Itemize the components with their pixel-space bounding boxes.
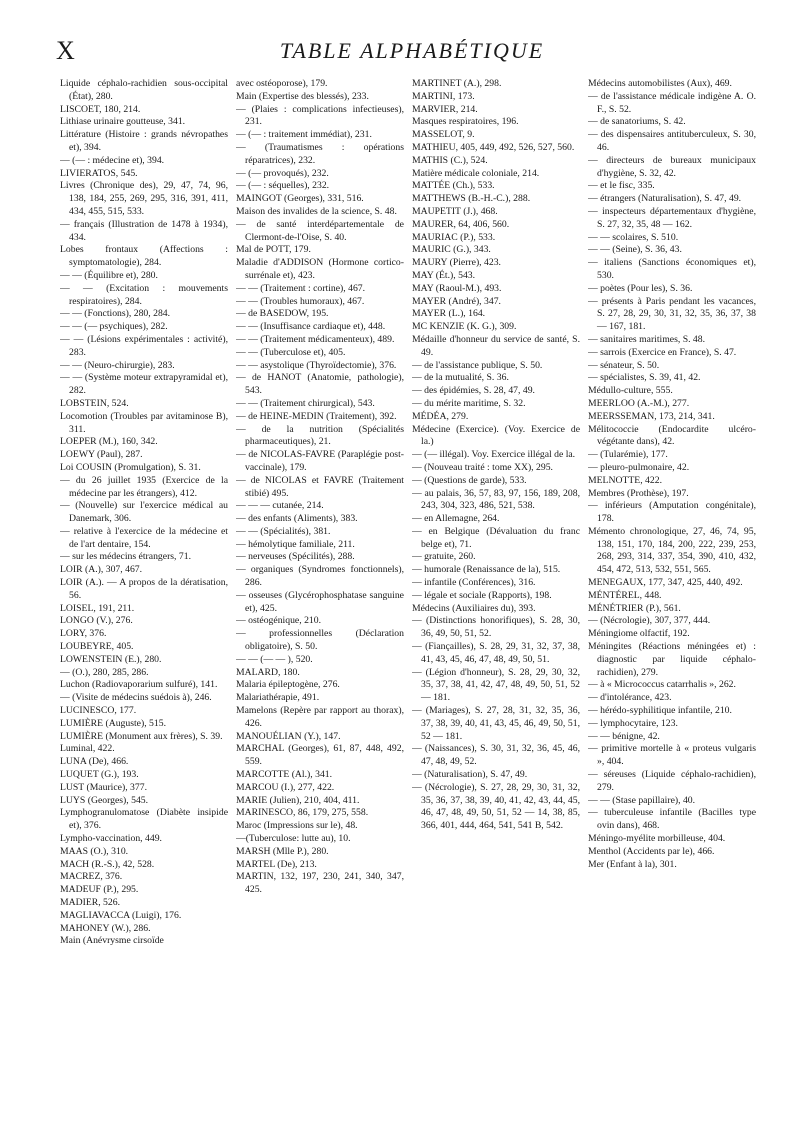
index-entry: — (— : séquelles), 232. — [236, 180, 330, 192]
index-entry: MARSH (Mlle P.), 280. — [236, 845, 329, 857]
index-entry: MAAS (O.), 310. — [60, 845, 129, 857]
index-entry: — — (Troubles humoraux), 467. — [236, 295, 365, 307]
index-entry: LUST (Maurice), 377. — [60, 781, 147, 793]
index-entry: — — (Seine), S. 36, 43. — [588, 244, 682, 256]
index-entry: Mal de POTT, 179. — [236, 244, 311, 256]
index-column-1 — [60, 78, 228, 1134]
index-entry: MARCOTTE (Al.), 341. — [236, 769, 333, 781]
index-entry: — du 26 juillet 1935 (Exercice de la médecine par les étrangers), 412. — [60, 474, 228, 499]
index-entry: — (Légion d'honneur), S. 28, 29, 30, 32, 35, 37, 38, 41, 42, 47, 48, 49, 50, 51, 52 — 181. — [412, 666, 580, 704]
index-entry: LOEPER (M.), 160, 342. — [60, 436, 158, 448]
index-columns — [60, 78, 772, 1134]
index-entry: Livres (Chronique des), 29, 47, 74, 96, 138, 184, 255, 269, 295, 316, 391, 411, 434, 455, 515, 533. — [60, 180, 228, 217]
index-entry: — — (Lésions expérimentales : activité), 283. — [60, 333, 228, 358]
index-entry: — de l'assistance publique, S. 50. — [412, 359, 543, 371]
index-entry: MAUPETIT (J.), 468. — [412, 205, 498, 217]
index-entry: Littérature (Histoire : grands névropathes et), 394. — [60, 129, 228, 153]
index-entry: — tuberculeuse infantile (Bacilles type ovin dans), 468. — [588, 807, 756, 832]
index-entry: Main (Expertise des blessés), 233. — [236, 90, 369, 102]
index-entry: — primitive mortelle à « proteus vulgaris », 404. — [588, 743, 756, 768]
index-entry: MACH (R.-S.), 42, 528. — [60, 858, 155, 870]
index-entry: MAURER, 64, 406, 560. — [412, 218, 510, 230]
index-entry: MALARD, 180. — [236, 666, 300, 678]
index-entry: — de BASEDOW, 195. — [236, 308, 329, 320]
page-title: TABLE ALPHABÉTIQUE — [279, 38, 545, 63]
index-entry: MARINESCO, 86, 179, 275, 558. — [236, 807, 369, 819]
index-column-4 — [588, 78, 756, 1134]
page-header — [56, 36, 768, 76]
index-entry: Malariathérapie, 491. — [236, 692, 320, 704]
index-entry: MATTÉE (Ch.), 533. — [412, 180, 495, 192]
index-entry: MÉDÉA, 279. — [412, 410, 469, 422]
index-entry: — des enfants (Aliments), 383. — [236, 513, 358, 525]
index-entry: Locomotion (Troubles par avitaminose B), 311. — [60, 410, 228, 435]
index-entry: — (Questions de garde), 533. — [412, 474, 527, 486]
index-entry: MEERSSEMAN, 173, 214, 341. — [588, 410, 715, 422]
index-entry: MARCOU (I.), 277, 422. — [236, 781, 335, 793]
index-entry: MAY (Raoul-M.), 493. — [412, 282, 502, 294]
index-entry: — (— : médecine et), 394. — [60, 154, 165, 166]
index-entry: — (Traumatismes : opérations réparatrices), 232. — [236, 141, 404, 166]
index-entry: — italiens (Sanctions économiques et), 530. — [588, 257, 756, 281]
index-entry: — séreuses (Liquide céphalo-rachidien), 279. — [588, 769, 756, 793]
index-entry: Médecine (Exercice). (Voy. Exercice de la.) — [412, 423, 580, 448]
index-entry: — — (— — ), 520. — [236, 653, 313, 665]
index-entry: — — (Fonctions), 280, 284. — [60, 308, 171, 320]
index-entry: MARTINET (A.), 298. — [412, 78, 502, 89]
index-entry: — de l'assistance médicale indigène A. O. F., S. 52. — [588, 90, 756, 115]
index-entry: MAY (Ét.), 543. — [412, 269, 476, 281]
index-entry: Médullo-culture, 555. — [588, 385, 673, 397]
index-entry: — en Belgique (Dévaluation du franc belge et), 71. — [412, 525, 580, 550]
index-entry: — — (Système moteur extrapyramidal et), 282. — [60, 372, 228, 397]
index-entry: — inspecteurs départementaux d'hygiène, S. 27, 32, 35, 48 — 162. — [588, 205, 756, 230]
index-entry: LOISEL, 191, 211. — [60, 602, 135, 614]
index-entry: — (Mariages), S. 27, 28, 31, 32, 35, 36, 37, 38, 39, 40, 41, 43, 45, 46, 49, 50, 51, 52 — 181. — [412, 705, 580, 742]
index-entry: — — (Spécialités), 381. — [236, 525, 331, 537]
index-column-2 — [236, 78, 404, 1134]
index-entry: — humorale (Renaissance de la), 515. — [412, 564, 561, 576]
index-entry: — — (Traitement médicamenteux), 489. — [236, 333, 395, 345]
index-entry: — français (Illustration de 1478 à 1934), 434. — [60, 218, 228, 243]
index-entry: — — (Neuro-chirurgie), 283. — [60, 359, 175, 371]
index-entry: — hémolytique familiale, 211. — [236, 538, 355, 550]
index-entry: — (O.), 280, 285, 286. — [60, 666, 149, 678]
index-entry: LORY, 376. — [60, 628, 107, 640]
index-entry: — de la mutualité, S. 36. — [412, 372, 509, 384]
index-entry: LUYS (Georges), 545. — [60, 794, 149, 806]
index-entry: — — (Insuffisance cardiaque et), 448. — [236, 321, 386, 333]
page-number: X — [56, 36, 76, 65]
index-entry: MEERLOO (A.-M.), 277. — [588, 397, 690, 409]
index-entry: — — (Tuberculose et), 405. — [236, 346, 346, 358]
index-entry: — (Plaies : complications infectieuses), 231. — [236, 103, 404, 128]
index-entry: LUMIÈRE (Auguste), 515. — [60, 717, 167, 729]
index-entry: LUQUET (G.), 193. — [60, 769, 139, 781]
index-entry: — de HANOT (Anatomie, pathologie), 543. — [236, 372, 404, 397]
index-entry: MARVIER, 214. — [412, 103, 478, 115]
index-entry: — sanitaires maritimes, S. 48. — [588, 333, 706, 345]
index-entry: — sénateur, S. 50. — [588, 359, 660, 371]
index-entry: — — asystolique (Thyroïdectomie), 376. — [236, 359, 397, 371]
index-entry: MADEUF (P.), 295. — [60, 884, 139, 896]
index-entry: — — (Traitement chirurgical), 543. — [236, 397, 375, 409]
index-entry: Maroc (Impressions sur le), 48. — [236, 820, 358, 832]
index-entry: — spécialistes, S. 39, 41, 42. — [588, 372, 701, 384]
index-entry: MATHIEU, 405, 449, 492, 526, 527, 560. — [412, 141, 575, 153]
index-entry: — gratuite, 260. — [412, 551, 476, 563]
index-entry: — lymphocytaire, 123. — [588, 717, 678, 729]
index-entry: Matière médicale coloniale, 214. — [412, 167, 540, 179]
index-entry: LISCOET, 180, 214. — [60, 103, 141, 115]
index-entry: — étrangers (Naturalisation), S. 47, 49. — [588, 193, 742, 205]
index-entry: Mamelons (Repère par rapport au thorax), 426. — [236, 705, 404, 729]
index-entry: MADIER, 526. — [60, 897, 121, 908]
index-entry: — des épidémies, S. 28, 47, 49. — [412, 385, 535, 397]
index-entry: MAGLIAVACCA (Luigi), 176. — [60, 909, 182, 921]
index-entry: — — scolaires, S. 510. — [588, 231, 679, 243]
index-entry: LOBSTEIN, 524. — [60, 397, 129, 409]
index-entry: MATHIS (C.), 524. — [412, 154, 488, 166]
index-entry: avec ostéoporose), 179. — [236, 78, 328, 89]
index-entry: MARTEL (De), 213. — [236, 858, 317, 870]
index-entry: Masques respiratoires, 196. — [412, 116, 519, 128]
index-entry: — (Nouveau traité : tome XX), 295. — [412, 461, 553, 473]
index-entry: Membres (Prothèse), 197. — [588, 487, 689, 499]
index-entry: — (Nécrologie), 307, 377, 444. — [588, 615, 711, 627]
index-entry: — des dispensaires antituberculeux, S. 30, 46. — [588, 129, 756, 153]
index-entry: — — bénigne, 42. — [588, 730, 660, 742]
index-entry: — présents à Paris pendant les vacances, S. 27, 28, 29, 30, 31, 32, 35, 36, 37, 38 — 167, 181. — [588, 295, 756, 333]
index-entry: MAYER (L.), 164. — [412, 308, 486, 320]
index-entry: — ostéogénique, 210. — [236, 615, 322, 627]
index-entry: Luchon (Radiovaporarium sulfuré), 141. — [60, 679, 218, 691]
index-entry: MANOUÉLIAN (Y.), 147. — [236, 730, 341, 742]
index-entry: MAURY (Pierre), 423. — [412, 257, 501, 269]
index-entry: MÉNTÉREL, 448. — [588, 589, 662, 601]
index-entry: — de sanatoriums, S. 42. — [588, 116, 686, 128]
index-entry: MARIE (Julien), 210, 404, 411. — [236, 794, 360, 806]
index-entry: — (Tularémie), 177. — [588, 449, 668, 461]
index-entry: Lympho-vaccination, 449. — [60, 833, 162, 845]
index-entry: Mer (Enfant à la), 301. — [588, 858, 677, 870]
index-column-3 — [412, 78, 580, 1134]
index-entry: — directeurs de bureaux municipaux d'hygiène, S. 32, 42. — [588, 154, 756, 179]
index-entry: — (— provoqués), 232. — [236, 167, 329, 179]
index-entry: Méningiome olfactif, 192. — [588, 628, 690, 640]
index-entry: — et le fisc, 335. — [588, 180, 655, 192]
index-entry: — — (Équilibre et), 280. — [60, 269, 158, 281]
index-entry: MASSELOT, 9. — [412, 129, 475, 141]
index-entry: Mémento chronologique, 27, 46, 74, 95, 138, 151, 170, 184, 200, 222, 239, 253, 268, 293, 314, 337, 354, 390, 410, 432, 454, 472, 513, 532, 551, 565. — [588, 525, 756, 576]
index-entry: MÉNÉTRIER (P.), 561. — [588, 602, 681, 614]
index-entry: — pleuro-pulmonaire, 42. — [588, 461, 690, 473]
index-entry: — — (Excitation : mouvements respiratoires), 284. — [60, 282, 228, 307]
index-entry: — inférieurs (Amputation congénitale), 178. — [588, 500, 756, 525]
index-entry: MARTIN, 132, 197, 230, 241, 340, 347, 425. — [236, 871, 404, 896]
index-entry: — — — cutanée, 214. — [236, 500, 324, 512]
index-entry: — (— : traitement immédiat), 231. — [236, 129, 372, 141]
index-entry: Lymphogranulomatose (Diabète insipide et), 376. — [60, 807, 228, 832]
index-entry: LOIR (A.), 307, 467. — [60, 564, 143, 576]
index-entry: LONGO (V.), 276. — [60, 615, 133, 627]
index-entry: MENEGAUX, 177, 347, 425, 440, 492. — [588, 577, 743, 589]
index-entry: MARTINI, 173. — [412, 90, 475, 102]
index-entry: — relative à l'exercice de la médecine et de l'art dentaire, 154. — [60, 525, 228, 550]
index-entry: — osseuses (Glycérophosphatase sanguine et), 425. — [236, 589, 404, 614]
index-entry: — infantile (Conférences), 316. — [412, 577, 536, 589]
index-entry: Malaria épileptogène, 276. — [236, 679, 340, 691]
index-entry: — (Nécrologie), S. 27, 28, 29, 30, 31, 32, 35, 36, 37, 38, 39, 40, 41, 42, 43, 44, 45, 46, 47, 48, 49, 50, 51, 52 — 14, 38, 85, 366, 401, 444, 464, 541, 541 B, 542. — [412, 781, 580, 832]
index-entry: — organiques (Syndromes fonctionnels), 286. — [236, 564, 404, 589]
index-entry: LOUBEYRE, 405. — [60, 641, 134, 653]
index-entry: MC KENZIE (K. G.), 309. — [412, 321, 517, 333]
index-entry: — (Naissances), S. 30, 31, 32, 36, 45, 46, 47, 48, 49, 52. — [412, 743, 580, 768]
index-entry: — (Visite de médecins suédois à), 246. — [60, 692, 212, 704]
index-entry: — de HEINE-MEDIN (Traitement), 392. — [236, 410, 397, 422]
index-entry: — nerveuses (Spécilités), 288. — [236, 551, 355, 563]
index-entry: Mélitococcie (Endocardite ulcéro-végétante dans), 42. — [588, 423, 756, 448]
index-entry: LUNA (De), 466. — [60, 756, 129, 768]
index-entry: MAURIAC (P.), 533. — [412, 231, 496, 243]
index-entry: MAYER (André), 347. — [412, 295, 501, 307]
index-entry: Luminal, 422. — [60, 743, 115, 755]
index-entry: LOIR (A.). — A propos de la dératisation, 56. — [60, 577, 228, 601]
index-entry: Médecins (Auxiliaires du), 393. — [412, 602, 536, 614]
index-entry: — au palais, 36, 57, 83, 97, 156, 189, 208, 243, 304, 323, 486, 521, 538. — [412, 487, 580, 512]
index-entry: LIVIERATOS, 545. — [60, 167, 138, 179]
index-entry: Méningo-myélite morbilleuse, 404. — [588, 833, 726, 845]
index-entry: Médecins automobilistes (Aux), 469. — [588, 78, 732, 89]
index-entry: — poètes (Pour les), S. 36. — [588, 282, 693, 294]
index-entry: MACREZ, 376. — [60, 871, 123, 883]
index-entry: — légale et sociale (Rapports), 198. — [412, 589, 552, 601]
index-entry: Loi COUSIN (Promulgation), S. 31. — [60, 461, 201, 473]
index-entry: MATTHEWS (B.-H.-C.), 288. — [412, 193, 531, 205]
index-entry: Méningites (Réactions méningées et) : diagnostic par liquide céphalo-rachidien), 279. — [588, 641, 756, 678]
index-entry: — — (Traitement : cortine), 467. — [236, 282, 366, 294]
index-entry: MARCHAL (Georges), 61, 87, 448, 492, 559. — [236, 743, 404, 768]
index-entry: MAINGOT (Georges), 331, 516. — [236, 193, 364, 205]
index-entry: MAURIC (G.), 343. — [412, 244, 491, 256]
index-entry: MAHONEY (W.), 286. — [60, 922, 151, 934]
index-entry: — de santé interdépartementale de Clermont-de-l'Oise, S. 40. — [236, 218, 404, 243]
index-entry: Lobes frontaux (Affections : symptomatologie), 284. — [60, 244, 228, 269]
index-entry: — (Naturalisation), S. 47, 49. — [412, 769, 528, 781]
index-entry: Menthol (Accidents par le), 466. — [588, 845, 715, 857]
index-entry: — (Fiançailles), S. 28, 29, 31, 32, 37, 38, 41, 43, 45, 46, 47, 48, 49, 50, 51. — [412, 641, 580, 665]
index-entry: LUMIÈRE (Monument aux frères), S. 39. — [60, 730, 223, 742]
index-entry: — à « Micrococcus catarrhalis », 262. — [588, 679, 736, 691]
index-entry: MELNOTTE, 422. — [588, 474, 662, 486]
index-entry: — du mérite maritime, S. 32. — [412, 397, 526, 409]
index-entry: Liquide céphalo-rachidien sous-occipital (État), 280. — [60, 78, 228, 102]
index-entry: LOEWY (Paul), 287. — [60, 449, 143, 461]
index-entry: — de NICOLAS et FAVRE (Traitement stibié) 495. — [236, 474, 404, 499]
index-entry: — d'intolérance, 423. — [588, 692, 672, 704]
index-entry: — (Nouvelle) sur l'exercice médical au Danemark, 306. — [60, 500, 228, 525]
index-entry: — hérédo-syphilitique infantile, 210. — [588, 705, 732, 717]
index-entry: — (— illégal). Voy. Exercice illégal de la. — [412, 449, 576, 461]
index-entry: Médaille d'honneur du service de santé, S. 49. — [412, 333, 580, 358]
index-entry: LOWENSTEIN (E.), 280. — [60, 653, 162, 665]
index-entry: Main (Anévrysme cirsoïde — [60, 935, 164, 947]
index-entry: — — (— psychiques), 282. — [60, 321, 168, 333]
index-entry: Lithiase urinaire goutteuse, 341. — [60, 116, 186, 128]
index-entry: — sarrois (Exercice en France), S. 47. — [588, 346, 737, 358]
index-entry: Maison des invalides de la science, S. 48. — [236, 205, 397, 217]
index-entry: — professionnelles (Déclaration obligatoire), S. 50. — [236, 628, 404, 653]
index-entry: —(Tuberculose: lutte au), 10. — [236, 833, 351, 845]
index-entry: — en Allemagne, 264. — [412, 513, 500, 525]
index-entry: — sur les médecins étrangers, 71. — [60, 551, 192, 563]
index-entry: — — (Stase papillaire), 40. — [588, 794, 696, 806]
index-entry: LUCINESCO, 177. — [60, 705, 137, 717]
index-entry: — de NICOLAS-FAVRE (Paraplégie post-vaccinale), 179. — [236, 449, 404, 473]
index-entry: — (Distinctions honorifiques), S. 28, 30, 36, 49, 50, 51, 52. — [412, 615, 580, 640]
index-entry: — de la nutrition (Spécialités pharmaceutiques), 21. — [236, 423, 404, 448]
index-entry: Maladie d'ADDISON (Hormone cortico-surrénale et), 423. — [236, 257, 404, 281]
